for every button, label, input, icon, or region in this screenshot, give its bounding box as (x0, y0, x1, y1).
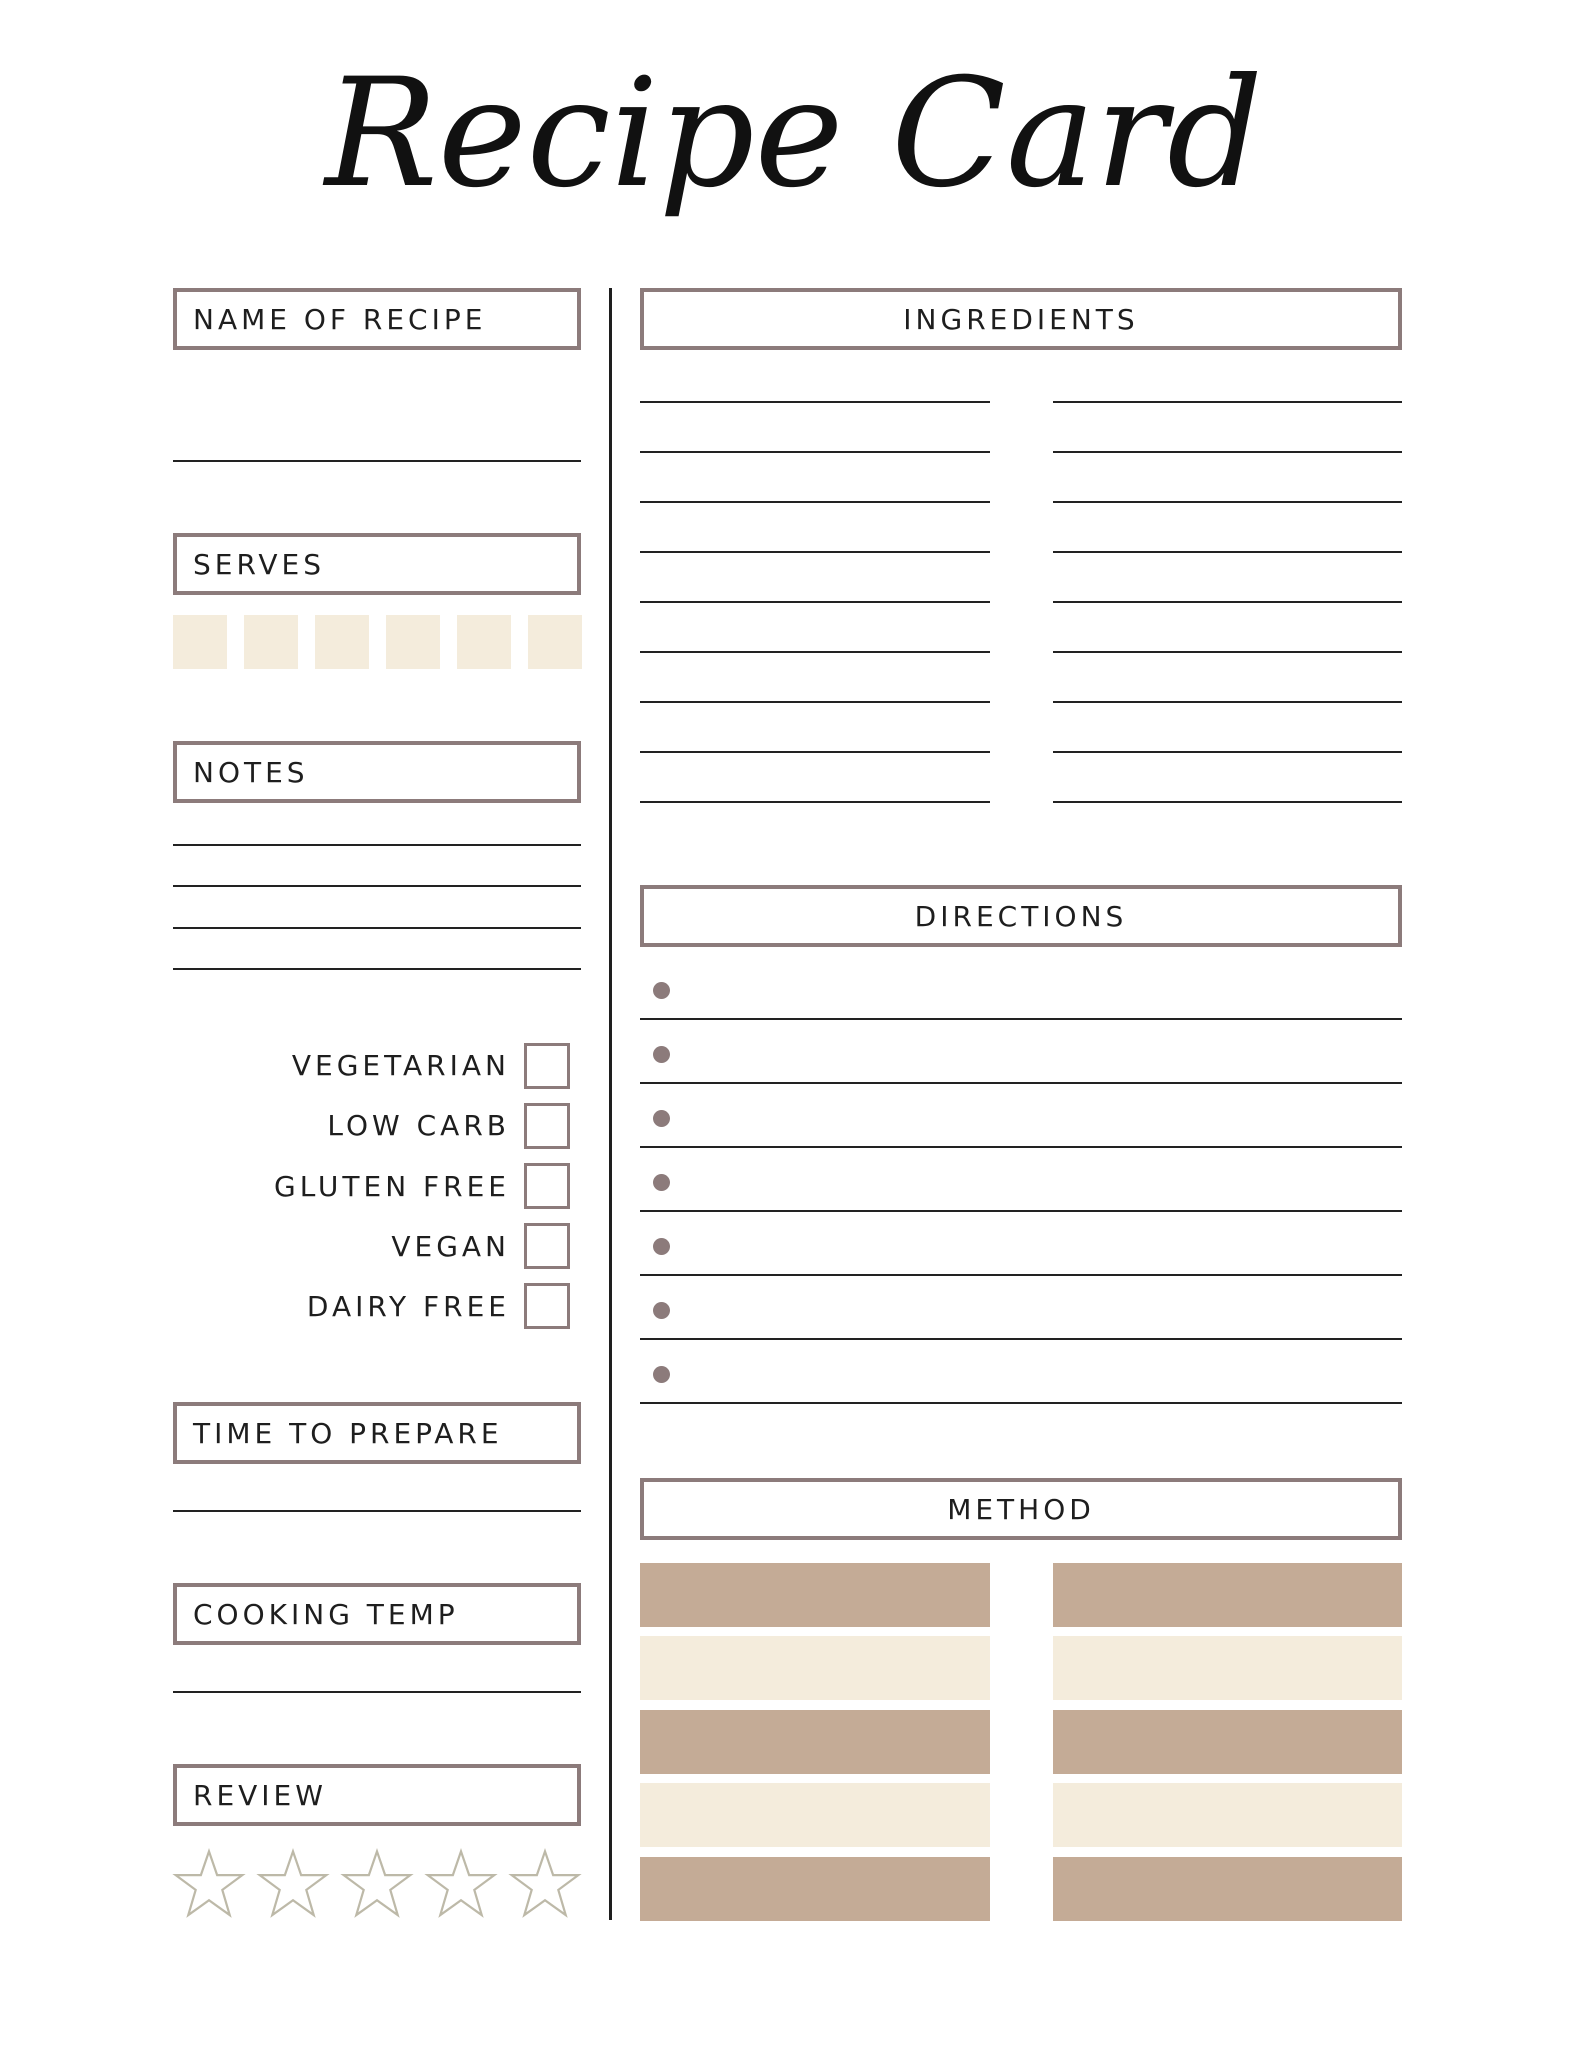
serves-box[interactable] (528, 615, 582, 669)
ingredient-line[interactable] (640, 801, 990, 803)
ingredient-line[interactable] (640, 701, 990, 703)
direction-bullet-icon (653, 1238, 670, 1255)
direction-bullet-icon (653, 1174, 670, 1191)
ingredient-line[interactable] (1053, 601, 1402, 603)
direction-bullet-icon (653, 1366, 670, 1383)
direction-bullet-icon (653, 1302, 670, 1319)
method-cell[interactable] (1053, 1636, 1402, 1700)
method-cell[interactable] (1053, 1710, 1402, 1774)
direction-line[interactable] (640, 1146, 1402, 1148)
ingredient-line[interactable] (1053, 751, 1402, 753)
gluten-free-checkbox[interactable] (524, 1163, 570, 1209)
low-carb-label: LOW CARB (327, 1109, 510, 1142)
method-cell[interactable] (640, 1563, 990, 1627)
gluten-free-label: GLUTEN FREE (274, 1170, 510, 1203)
method-cell[interactable] (1053, 1783, 1402, 1847)
serves-box[interactable] (244, 615, 298, 669)
direction-line[interactable] (640, 1274, 1402, 1276)
low-carb-checkbox[interactable] (524, 1103, 570, 1149)
recipe-name-line[interactable] (173, 460, 581, 462)
star-icon[interactable] (508, 1848, 582, 1920)
vegan-checkbox[interactable] (524, 1223, 570, 1269)
recipe-card-script-title (294, 30, 1294, 250)
ingredient-line[interactable] (1053, 451, 1402, 453)
serves-box[interactable] (386, 615, 440, 669)
ingredient-line[interactable] (1053, 551, 1402, 553)
ingredient-line[interactable] (640, 751, 990, 753)
direction-bullet-icon (653, 982, 670, 999)
ingredient-line[interactable] (640, 651, 990, 653)
vegetarian-label: VEGETARIAN (291, 1049, 510, 1082)
name-of-recipe-label: NAME OF RECIPE (173, 288, 581, 350)
ingredient-line[interactable] (1053, 401, 1402, 403)
column-divider (609, 288, 612, 1920)
notes-line[interactable] (173, 885, 581, 887)
ingredient-line[interactable] (1053, 801, 1402, 803)
direction-line[interactable] (640, 1082, 1402, 1084)
serves-box[interactable] (457, 615, 511, 669)
serves-box[interactable] (315, 615, 369, 669)
serves-label: SERVES (173, 533, 581, 595)
notes-line[interactable] (173, 968, 581, 970)
method-cell[interactable] (1053, 1563, 1402, 1627)
review-label: REVIEW (173, 1764, 581, 1826)
ingredient-line[interactable] (1053, 701, 1402, 703)
dairy-free-label: DAIRY FREE (306, 1290, 510, 1323)
direction-line[interactable] (640, 1210, 1402, 1212)
method-cell[interactable] (640, 1857, 990, 1921)
cooking-temp-label: COOKING TEMP (173, 1583, 581, 1645)
vegan-label: VEGAN (391, 1230, 510, 1263)
vegetarian-checkbox[interactable] (524, 1043, 570, 1089)
ingredient-line[interactable] (640, 601, 990, 603)
page-title (0, 30, 1588, 260)
dairy-free-checkbox[interactable] (524, 1283, 570, 1329)
direction-line[interactable] (640, 1402, 1402, 1404)
star-icon[interactable] (256, 1848, 330, 1920)
method-cell[interactable] (1053, 1857, 1402, 1921)
notes-label: NOTES (173, 741, 581, 803)
directions-label: DIRECTIONS (640, 885, 1402, 947)
method-label: METHOD (640, 1478, 1402, 1540)
notes-line[interactable] (173, 844, 581, 846)
direction-line[interactable] (640, 1018, 1402, 1020)
direction-line[interactable] (640, 1338, 1402, 1340)
notes-line[interactable] (173, 927, 581, 929)
direction-bullet-icon (653, 1110, 670, 1127)
time-to-prepare-label: TIME TO PREPARE (173, 1402, 581, 1464)
serves-box[interactable] (173, 615, 227, 669)
star-icon[interactable] (172, 1848, 246, 1920)
method-cell[interactable] (640, 1710, 990, 1774)
direction-bullet-icon (653, 1046, 670, 1063)
ingredients-label: INGREDIENTS (640, 288, 1402, 350)
ingredient-line[interactable] (640, 551, 990, 553)
star-icon[interactable] (340, 1848, 414, 1920)
title-text: Recipe Card (324, 47, 1264, 221)
cooking-temp-line[interactable] (173, 1691, 581, 1693)
method-cell[interactable] (640, 1636, 990, 1700)
ingredient-line[interactable] (1053, 501, 1402, 503)
star-icon[interactable] (424, 1848, 498, 1920)
ingredient-line[interactable] (1053, 651, 1402, 653)
time-to-prepare-line[interactable] (173, 1510, 581, 1512)
ingredient-line[interactable] (640, 401, 990, 403)
ingredient-line[interactable] (640, 451, 990, 453)
ingredient-line[interactable] (640, 501, 990, 503)
method-cell[interactable] (640, 1783, 990, 1847)
